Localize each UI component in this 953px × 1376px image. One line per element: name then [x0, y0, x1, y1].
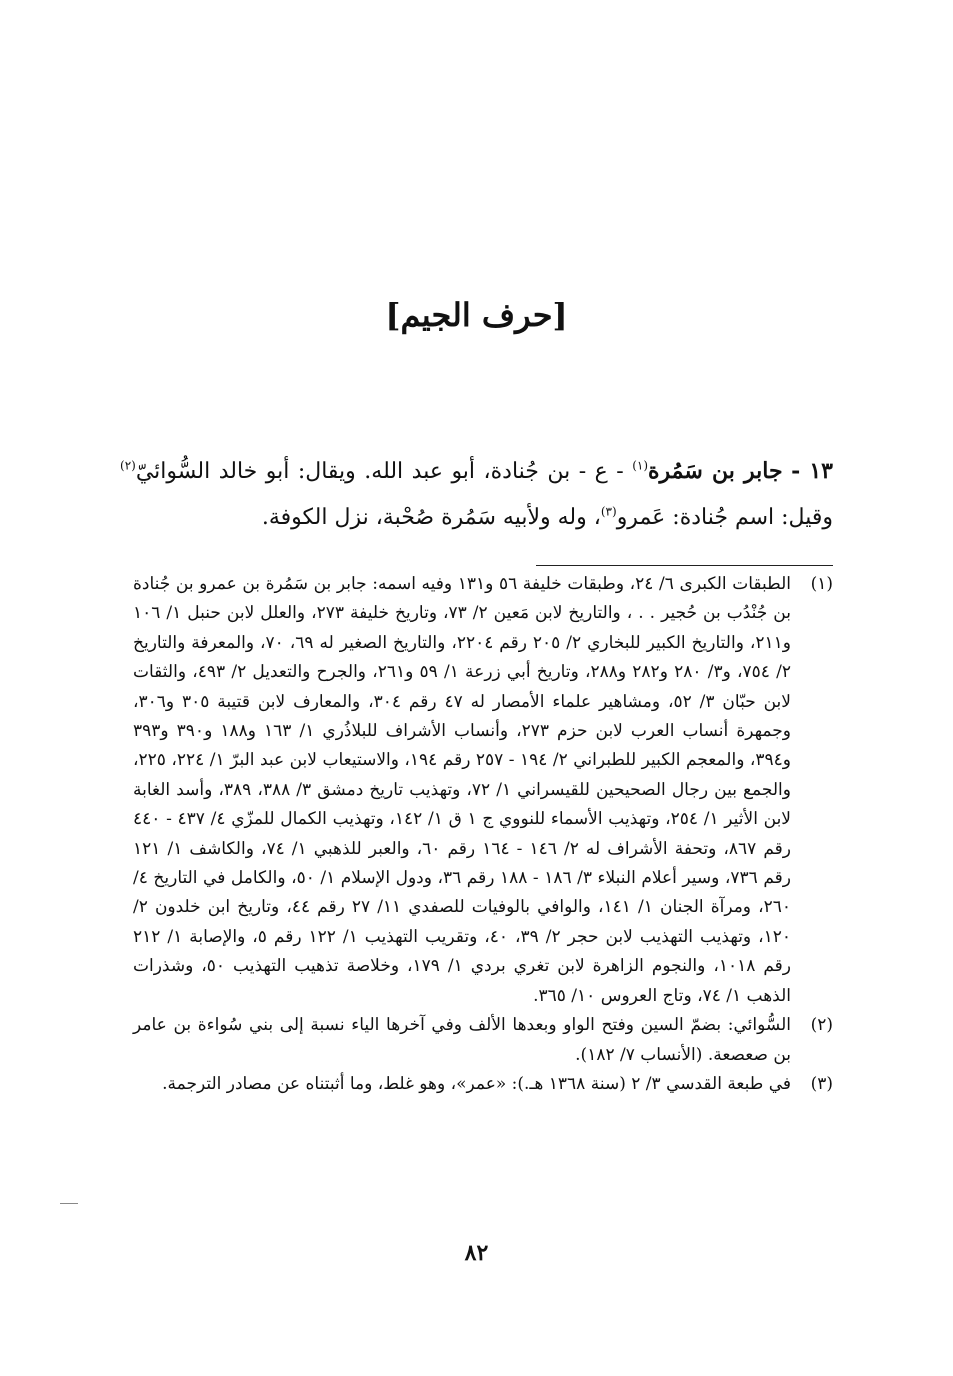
margin-mark: [60, 1203, 78, 1204]
entry-text-part-3: ، وله ولأبيه سَمُرة صُحْبة، نزل الكوفة.: [261, 505, 601, 530]
entry-number: ١٣ -: [791, 458, 833, 484]
footnote-label: (٣): [810, 1073, 833, 1094]
footnote-ref-3: (٣): [600, 504, 617, 519]
footnotes: [133, 570, 833, 1099]
footnote-ref-2: (٢): [120, 458, 136, 473]
footnote-text: في طبعة القدسي ٣/ ٢ (سنة ١٣٦٨ هـ.): «عمر»، وهو غلط، وما أثبتناه عن مصادر الترجمة.: [162, 1073, 791, 1094]
biography-entry: [120, 448, 833, 541]
footnote-label: (١): [810, 574, 833, 594]
footnote-2: [133, 1011, 833, 1070]
entry-text-part-2: وقيل: اسم جُنادة: عَمرو: [616, 505, 833, 530]
footnote-label: (٢): [810, 1015, 833, 1036]
footnote-separator: [536, 565, 833, 566]
footnote-text: الطبقات الكبرى ٦/ ٢٤، وطبقات خليفة ٥٦ و١٣١ وفيه اسمه: جابر بن سَمُرة بن عمرو بن جُنادة بن جُنْدُب بن حُجير . . ، والتاريخ لابن مَعين ٢/ ٧٣، وتاريخ خليفة ٢٧٣، والعلل لابن حنبل ١/ ١٠٦ و٢١١، والتاريخ الكبير للبخاري ٢/ ٢٠٥ رقم ٢٢٠٤، والتاريخ الصغير له ٦٩، ٧٠، والمعرفة والتاريخ ٢/ ٧٥٤، و٣/ ٢٨٠ و٢٨٢ و٢٨٨، وتاريخ أبي زرعة ١/ ٥٩ و٢٦١، والجرح والتعديل ٢/ ٤٩٣، والثقات لابن حبّان ٣/ ٥٢، ومشاهير علماء الأمصار له ٤٧ رقم ٣٠٤، والمعارف لابن قتيبة ٣٠٥ و٣٠٦، وجمهرة أنساب العرب لابن حزم ٢٧٣، وأنساب الأشراف للبلاذُري ١/ ١٦٣ و١٨٨ و٣٩٠ و٣٩٣ و٣٩٤، والمعجم الكبير للطبراني ٢/ ١٩٤ - ٢٥٧ رقم ١٩٤، والاستيعاب لابن عبد البرّ ١/ ٢٢٤، ٢٢٥، والجمع بين رجال الصحيحين للقيسراني ١/ ٧٢، وتهذيب تاريخ دمشق ٣/ ٣٨٨، ٣٨٩، وأسد الغابة لابن الأثير ١/ ٢٥٤، وتهذيب الأسماء للنووي ج ١ ق ١/ ١٤٢، وتهذيب الكمال للمزّي ٤/ ٤٣٧ - ٤٤٠ رقم ٨٦٧، وتحفة الأشراف له ٢/ ١٤٦ - ١٦٤ رقم ٦٠، والعبر للذهبي ١/ ٧٤، والكاشف ١/ ١٢١ رقم ٧٣٦، وسير أعلام النبلاء ٣/ ١٨٦ - ١٨٨ رقم ٣٦، ودول الإسلام ١/ ٥٠، والكامل في التاريخ ٤/ ٢٦٠، ومرآة الجنان ١/ ١٤١، والوافي بالوفيات للصفدي ١١/ ٢٧ رقم ٤٤، وتاريخ ابن خلدون ٢/ ١٢٠، وتهذيب التهذيب لابن حجر ٢/ ٣٩، ٤٠، وتقريب التهذيب ١/ ١٢٢ رقم ٥، والإصابة ١/ ٢١٢ رقم ١٠١٨، والنجوم الزاهرة لابن تغري بردي ١/ ١٧٩، وخلاصة تذهيب التهذيب ٥٠، وشذرات الذهب ١/ ٧٤، وتاج العروس ١٠/ ٣٦٥.: [133, 574, 792, 1006]
footnote-text: السُّوائي: بضمّ السين وفتح الواو وبعدها الألف وفي آخرها الياء نسبة إلى بني سُواءة بن عامر بن صعصعة. (الأنساب ٧/ ١٨٢).: [133, 1015, 791, 1065]
entry-text-part-1: - ع - بن جُنادة، أبو عبد الله. ويقال: أبو خالد السُّوائيّ: [135, 459, 633, 484]
entry-name: جابر بن سَمُرة: [648, 458, 783, 484]
footnote-1: [133, 570, 833, 1011]
footnote-3: [133, 1070, 833, 1099]
chapter-heading: [حرف الجيم]: [385, 296, 568, 334]
page-number: ٨٢: [464, 1240, 489, 1266]
footnote-ref-1: (١): [632, 458, 649, 473]
